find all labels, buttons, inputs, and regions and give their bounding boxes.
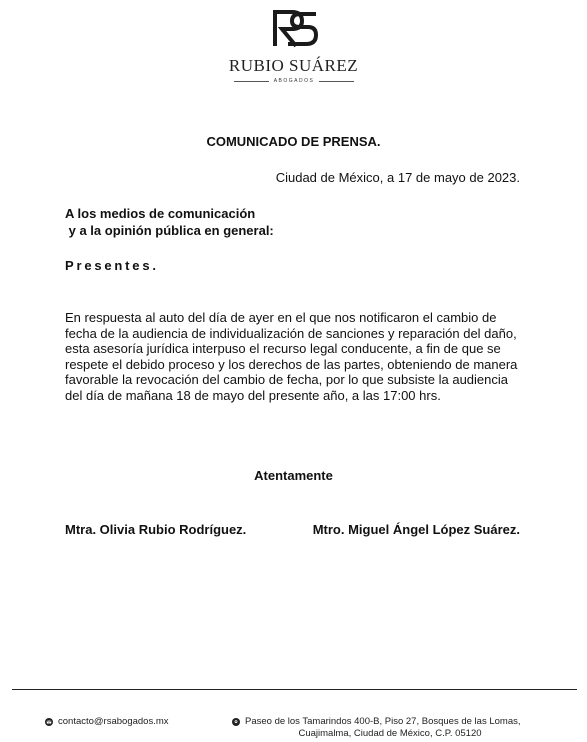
footer-contact [45,716,169,727]
addressee-line: y a la opinión pública en general: [65,223,274,238]
closing: Atentamente [254,468,333,483]
location-pin-icon [232,718,240,726]
firm-logo-monogram-icon [272,8,318,48]
body-line: fecha de la audiencia de individualización de sanciones y reparación del daño, [65,325,517,341]
dateline: Ciudad de México, a 17 de mayo de 2023. [275,170,520,185]
email-icon [45,718,53,726]
addressee-line: A los medios de comunicación [65,206,256,221]
footer-email[interactable]: contacto@rsabogados.mx [58,716,169,727]
addressee [65,205,274,239]
body-line: respete el debido proceso y los derechos de las partes, obteniendo de manera [65,356,518,372]
body-line: En respuesta al auto del día de ayer en el que nos notificaron el cambio de [65,310,497,325]
footer-address [232,716,540,739]
body-line: esta asesoría jurídica interpuso el recurso legal conducente, a fin de que se [65,341,501,356]
signatory-1: Mtra. Olivia Rubio Rodríguez. [65,522,247,537]
signatory-2: Mtro. Miguel Ángel López Suárez. [312,522,520,537]
body-line: favorable la revocación del cambio de fecha, por lo que subsiste la audiencia [65,372,508,387]
firm-subtitle [234,76,354,86]
document-title: COMUNICADO DE PRENSA. [206,134,381,149]
footer-address-row [232,716,540,728]
body-line: del día de mañana 18 de mayo del presente año, a las 17:00 hrs. [65,387,441,403]
salutation: Presentes. [65,258,159,273]
footer-divider [12,689,577,690]
subtitle-rule-right [319,81,354,82]
footer-address-line: Cuajimalma, Ciudad de México, C.P. 05120 [298,727,482,739]
subtitle-rule-left [234,81,269,82]
body-paragraph [65,310,522,403]
firm-name: RUBIO SUÁREZ [228,56,359,75]
footer-address-line: Paseo de los Tamarindos 400-B, Piso 27, Bosques de las Lomas, [245,716,521,727]
firm-subtitle-text: ABOGADOS [273,78,315,84]
